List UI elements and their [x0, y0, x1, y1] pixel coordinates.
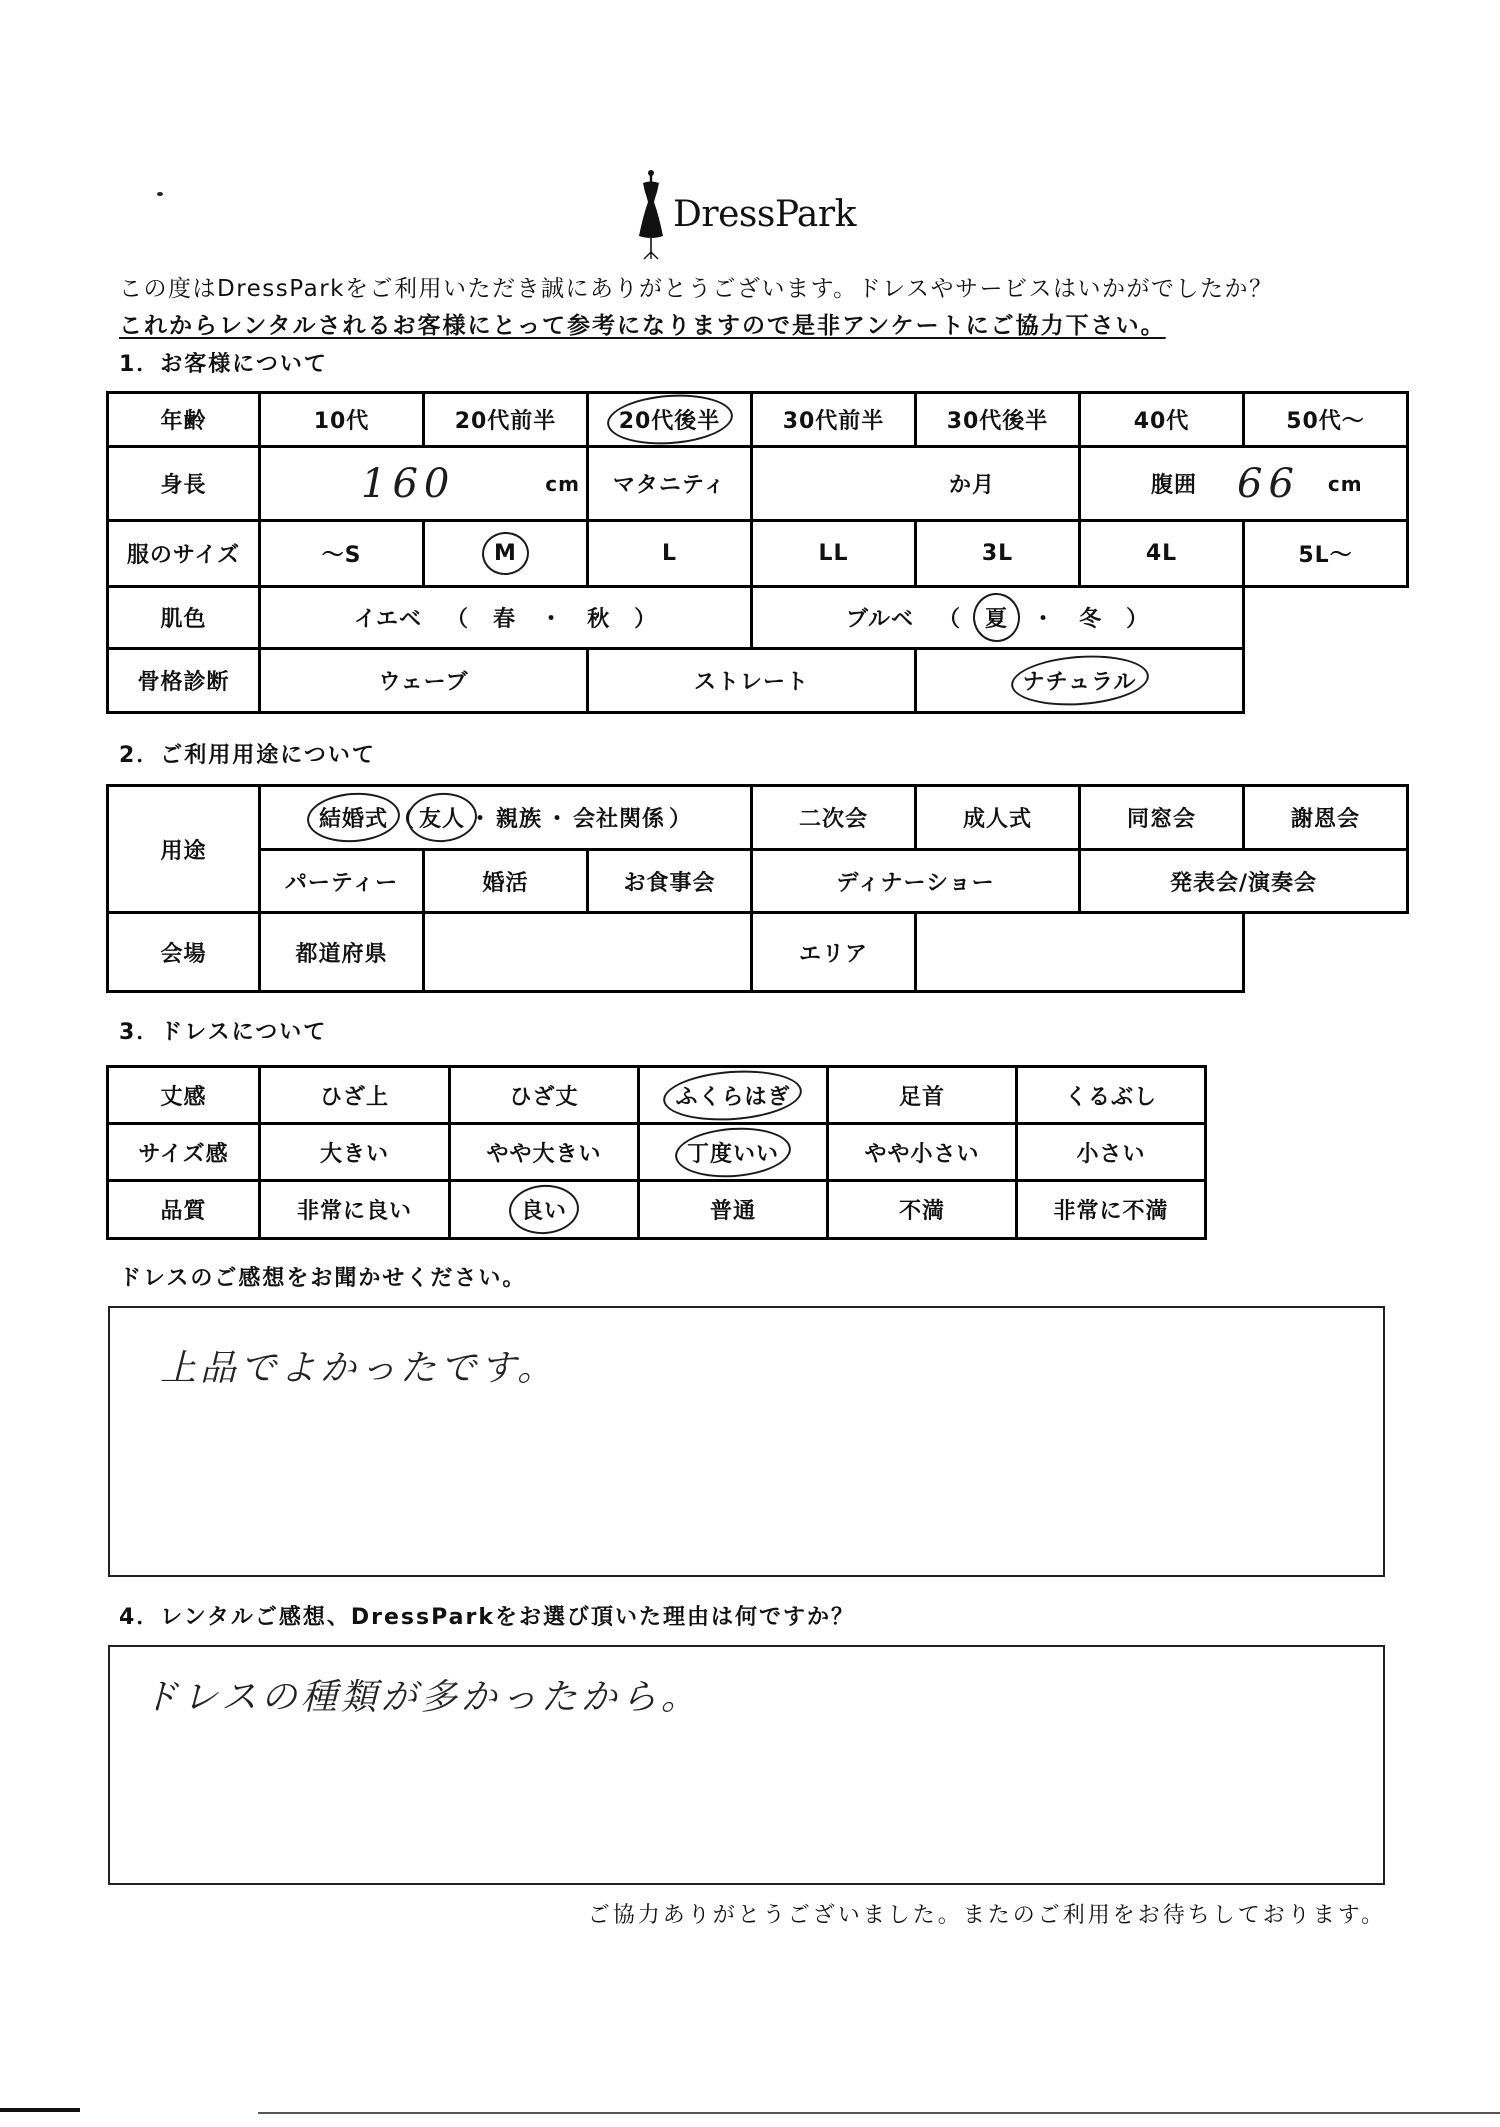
length-cell — [450, 1067, 639, 1124]
fit-cell — [828, 1124, 1017, 1181]
age-cell — [588, 393, 752, 447]
customer-info-table — [106, 391, 1409, 714]
size-option: 3L — [981, 541, 1014, 566]
length-label: 丈感 — [108, 1067, 260, 1124]
purpose-row — [108, 850, 1408, 913]
height-value-cell — [260, 447, 588, 521]
age-option: 10代 — [313, 409, 370, 434]
area-value-cell — [916, 913, 1244, 992]
scan-speck — [157, 192, 163, 196]
closing-message: ご協力ありがとうございました。またのご利用をお待ちしております。 — [587, 1903, 1386, 1928]
quality-option: 非常に良い — [296, 1199, 412, 1224]
maternity-label: マタニティ — [588, 447, 752, 521]
yellow-base-label: イエベ — [353, 607, 423, 632]
body-type-option: ストレート — [693, 670, 809, 695]
paren-close: ） — [634, 607, 658, 632]
age-cell — [752, 393, 916, 447]
length-cell — [639, 1067, 828, 1124]
blue-base-cell — [752, 587, 1244, 649]
season-option: 冬 — [1079, 607, 1103, 632]
fit-cell — [639, 1124, 828, 1181]
fit-option: 小さい — [1076, 1141, 1146, 1167]
age-option: 30代後半 — [946, 409, 1049, 434]
length-cell — [828, 1067, 1017, 1124]
length-option: ひざ上 — [319, 1084, 389, 1110]
size-option: 5L〜 — [1298, 543, 1353, 568]
age-cell — [424, 393, 588, 447]
size-label: 服のサイズ — [108, 521, 260, 587]
waist-handwritten-value: 66 — [1237, 460, 1300, 507]
blue-base-label: ブルベ — [845, 607, 915, 632]
prefecture-label: 都道府県 — [260, 913, 424, 992]
length-option: くるぶし — [1064, 1084, 1157, 1110]
purpose-option: 二次会 — [752, 786, 916, 850]
dress-mannequin-icon — [631, 168, 671, 260]
purpose-row — [108, 786, 1408, 850]
empty-space — [1244, 587, 1408, 649]
separator: ・ — [546, 807, 570, 832]
quality-option: 非常に不満 — [1053, 1199, 1169, 1224]
size-option: LL — [818, 541, 849, 566]
relation-option: 友人 — [419, 802, 465, 833]
maternity-months-unit: か月 — [949, 473, 996, 498]
quality-cell — [450, 1181, 639, 1239]
area-label: エリア — [752, 913, 916, 992]
quality-cell — [260, 1181, 450, 1239]
size-cell — [1080, 521, 1244, 587]
size-row — [108, 521, 1408, 587]
purpose-option: 婚活 — [424, 850, 588, 913]
fit-option: 大きい — [319, 1141, 389, 1167]
age-cell — [916, 393, 1080, 447]
age-option: 20代前半 — [454, 409, 557, 434]
intro-line: この度はDressParkをご利用いただき誠にありがとうございます。ドレスやサービスはいかがでしたか？ — [119, 276, 1274, 302]
size-cell — [260, 521, 424, 587]
reason-answer-box — [108, 1645, 1385, 1885]
quality-label: 品質 — [108, 1181, 260, 1239]
fit-cell — [1017, 1124, 1206, 1181]
venue-row — [108, 913, 1408, 992]
paren-open: （ — [938, 607, 962, 632]
paren-close: ） — [1126, 607, 1150, 632]
quality-cell — [639, 1181, 828, 1239]
fit-cell — [260, 1124, 450, 1181]
fit-option: やや大きい — [486, 1141, 602, 1167]
size-cell — [752, 521, 916, 587]
purpose-option: 発表会/演奏会 — [1080, 850, 1408, 913]
usage-table — [106, 784, 1409, 993]
age-label: 年齢 — [108, 393, 260, 447]
purpose-option: お食事会 — [588, 850, 752, 913]
age-cell — [1080, 393, 1244, 447]
length-option: ふくらはぎ — [675, 1080, 790, 1111]
height-handwritten-value: 160 — [361, 460, 456, 507]
body-type-row — [108, 649, 1408, 713]
purpose-option: 同窓会 — [1080, 786, 1244, 850]
age-option: 30代前半 — [782, 409, 885, 434]
dress-comment-handwritten-answer: 上品でよかったです。 — [160, 1348, 558, 1389]
length-option: 足首 — [898, 1084, 945, 1110]
quality-cell — [828, 1181, 1017, 1239]
brand-logo-text: DressPark — [673, 194, 856, 235]
purpose-option: 謝恩会 — [1244, 786, 1408, 850]
purpose-option: パーティー — [260, 850, 424, 913]
age-option: 50代〜 — [1286, 409, 1365, 434]
size-option: 4L — [1145, 541, 1178, 566]
height-label: 身長 — [108, 447, 260, 521]
separator: ・ — [540, 607, 564, 632]
quality-option: 不満 — [898, 1199, 945, 1224]
season-option: 夏 — [985, 602, 1008, 633]
fit-cell — [450, 1124, 639, 1181]
empty-space — [1244, 649, 1408, 713]
length-option: ひざ丈 — [509, 1084, 579, 1110]
prefecture-value-cell — [424, 913, 752, 992]
age-cell — [260, 393, 424, 447]
season-option: 春 — [493, 607, 517, 632]
paren-open: （ — [391, 807, 415, 832]
skin-tone-label: 肌色 — [108, 587, 260, 649]
body-type-cell — [916, 649, 1244, 713]
height-row — [108, 447, 1408, 521]
size-cell — [588, 521, 752, 587]
fit-option: 丁度いい — [687, 1137, 779, 1168]
size-option: 〜S — [321, 543, 362, 568]
section1-heading: 1．お客様について — [119, 352, 328, 377]
body-type-cell — [260, 649, 588, 713]
purpose-label: 用途 — [108, 786, 260, 913]
empty-space — [1244, 913, 1408, 992]
height-unit: cm — [545, 471, 580, 496]
length-cell — [1017, 1067, 1206, 1124]
age-option: 40代 — [1133, 409, 1190, 434]
size-cell — [916, 521, 1080, 587]
quality-option: 普通 — [709, 1199, 756, 1224]
size-option: M — [494, 541, 517, 566]
quality-cell — [1017, 1181, 1206, 1239]
purpose-option: 成人式 — [916, 786, 1080, 850]
venue-label: 会場 — [108, 913, 260, 992]
relation-option: 親族 — [496, 807, 543, 832]
waist-cell — [1080, 447, 1408, 521]
fit-row — [108, 1124, 1206, 1181]
waist-unit: cm — [1327, 471, 1363, 496]
maternity-months-cell — [752, 447, 1080, 521]
quality-option: 良い — [521, 1194, 567, 1225]
paren-open: （ — [446, 607, 470, 632]
age-option: 20代後半 — [619, 404, 721, 435]
yellow-base-cell — [260, 587, 752, 649]
separator: ・ — [468, 807, 492, 832]
body-type-label: 骨格診断 — [108, 649, 260, 713]
body-type-option: ナチュラル — [1023, 665, 1137, 696]
age-cell — [1244, 393, 1408, 447]
size-option: L — [661, 541, 678, 566]
dress-rating-table — [106, 1065, 1207, 1240]
intro-request-line — [119, 313, 1419, 341]
section2-heading: 2．ご利用用途について — [119, 743, 376, 768]
scan-edge-line — [0, 2108, 80, 2112]
fit-label: サイズ感 — [108, 1124, 260, 1181]
quality-row — [108, 1181, 1206, 1239]
paren-close: ） — [669, 807, 693, 832]
wedding-option: 結婚式 — [319, 802, 388, 833]
section3-heading: 3．ドレスについて — [119, 1020, 328, 1045]
waist-label: 腹囲 — [1151, 473, 1198, 498]
dress-comment-box — [108, 1306, 1385, 1577]
purpose-option: ディナーショー — [752, 850, 1080, 913]
scan-edge-line — [258, 2112, 1500, 2114]
size-cell — [424, 521, 588, 587]
separator: ・ — [1032, 607, 1056, 632]
reason-handwritten-answer: ドレスの種類が多かったから。 — [142, 1677, 701, 1718]
body-type-cell — [588, 649, 916, 713]
wedding-cell — [260, 786, 752, 850]
size-cell — [1244, 521, 1408, 587]
fit-option: やや小さい — [864, 1141, 980, 1167]
body-type-option: ウェーブ — [378, 670, 469, 695]
dress-comment-question: ドレスのご感想をお聞かせください。 — [119, 1266, 527, 1291]
section4-heading: 4．レンタルご感想、DressParkをお選び頂いた理由は何ですか？ — [119, 1605, 855, 1630]
season-option: 秋 — [587, 607, 611, 632]
intro-request-text: これからレンタルされるお客様にとって参考になりますので是非アンケートにご協力下さい。 — [119, 313, 1166, 339]
skin-tone-row — [108, 587, 1408, 649]
length-cell — [260, 1067, 450, 1124]
length-row — [108, 1067, 1206, 1124]
relation-option: 会社関係 — [573, 807, 666, 832]
age-row — [108, 393, 1408, 447]
